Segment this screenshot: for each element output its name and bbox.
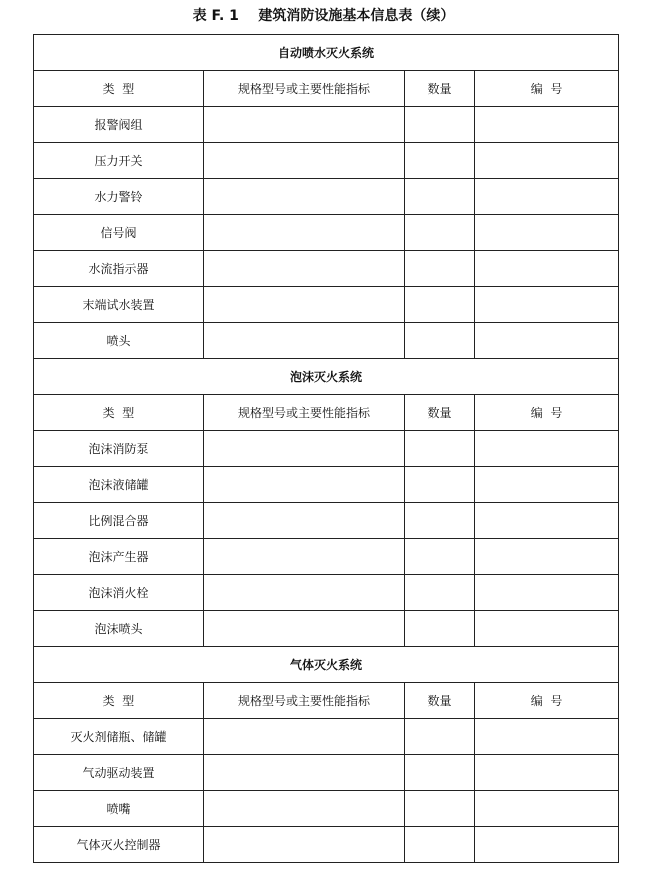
number-cell[interactable] xyxy=(475,827,619,863)
table-row xyxy=(34,431,619,467)
header-spec: 规格型号或主要性能指标 xyxy=(204,71,405,107)
header-type: 类 型 xyxy=(34,683,204,719)
header-number: 编 号 xyxy=(475,683,619,719)
table-row xyxy=(34,539,619,575)
spec-cell[interactable] xyxy=(204,503,405,539)
spec-cell[interactable] xyxy=(204,431,405,467)
row-type-label: 气动驱动装置 xyxy=(34,755,204,791)
spec-cell[interactable] xyxy=(204,143,405,179)
number-cell[interactable] xyxy=(475,107,619,143)
fire-facility-info-table xyxy=(33,34,619,863)
number-cell[interactable] xyxy=(475,467,619,503)
quantity-cell[interactable] xyxy=(405,107,475,143)
spec-cell[interactable] xyxy=(204,287,405,323)
quantity-cell[interactable] xyxy=(405,719,475,755)
table-row xyxy=(34,755,619,791)
number-cell[interactable] xyxy=(475,215,619,251)
number-cell[interactable] xyxy=(475,611,619,647)
spec-cell[interactable] xyxy=(204,215,405,251)
column-header-row xyxy=(34,683,619,719)
spec-cell[interactable] xyxy=(204,467,405,503)
row-type-label: 泡沫消火栓 xyxy=(34,575,204,611)
row-type-label: 喷头 xyxy=(34,323,204,359)
table-row xyxy=(34,503,619,539)
section-title: 自动喷水灭火系统 xyxy=(34,35,619,71)
quantity-cell[interactable] xyxy=(405,575,475,611)
header-number: 编 号 xyxy=(475,395,619,431)
column-header-row xyxy=(34,71,619,107)
number-cell[interactable] xyxy=(475,791,619,827)
number-cell[interactable] xyxy=(475,755,619,791)
header-type: 类 型 xyxy=(34,395,204,431)
spec-cell[interactable] xyxy=(204,827,405,863)
quantity-cell[interactable] xyxy=(405,539,475,575)
section-title-row xyxy=(34,359,619,395)
spec-cell[interactable] xyxy=(204,323,405,359)
number-cell[interactable] xyxy=(475,143,619,179)
table-row xyxy=(34,215,619,251)
spec-cell[interactable] xyxy=(204,575,405,611)
table-body xyxy=(34,35,619,863)
number-cell[interactable] xyxy=(475,575,619,611)
quantity-cell[interactable] xyxy=(405,179,475,215)
quantity-cell[interactable] xyxy=(405,251,475,287)
table-row xyxy=(34,575,619,611)
table-row xyxy=(34,107,619,143)
quantity-cell[interactable] xyxy=(405,827,475,863)
row-type-label: 泡沫喷头 xyxy=(34,611,204,647)
table-row xyxy=(34,827,619,863)
quantity-cell[interactable] xyxy=(405,215,475,251)
table-caption: 表 F. 1 建筑消防设施基本信息表（续） xyxy=(192,8,455,24)
spec-cell[interactable] xyxy=(204,107,405,143)
header-quantity: 数量 xyxy=(405,71,475,107)
quantity-cell[interactable] xyxy=(405,503,475,539)
header-type: 类 型 xyxy=(34,71,204,107)
spec-cell[interactable] xyxy=(204,539,405,575)
section-title-row xyxy=(34,647,619,683)
row-type-label: 泡沫液储罐 xyxy=(34,467,204,503)
table-row xyxy=(34,323,619,359)
quantity-cell[interactable] xyxy=(405,755,475,791)
section-title: 气体灭火系统 xyxy=(34,647,619,683)
row-type-label: 气体灭火控制器 xyxy=(34,827,204,863)
quantity-cell[interactable] xyxy=(405,431,475,467)
header-quantity: 数量 xyxy=(405,395,475,431)
section-title-row xyxy=(34,35,619,71)
number-cell[interactable] xyxy=(475,287,619,323)
table-row xyxy=(34,791,619,827)
spec-cell[interactable] xyxy=(204,791,405,827)
table-row xyxy=(34,719,619,755)
row-type-label: 泡沫产生器 xyxy=(34,539,204,575)
number-cell[interactable] xyxy=(475,323,619,359)
row-type-label: 灭火剂储瓶、储罐 xyxy=(34,719,204,755)
header-quantity: 数量 xyxy=(405,683,475,719)
header-number: 编 号 xyxy=(475,71,619,107)
table-row xyxy=(34,467,619,503)
number-cell[interactable] xyxy=(475,431,619,467)
row-type-label: 泡沫消防泵 xyxy=(34,431,204,467)
row-type-label: 末端试水装置 xyxy=(34,287,204,323)
row-type-label: 报警阀组 xyxy=(34,107,204,143)
table-row xyxy=(34,143,619,179)
row-type-label: 压力开关 xyxy=(34,143,204,179)
row-type-label: 水力警铃 xyxy=(34,179,204,215)
row-type-label: 水流指示器 xyxy=(34,251,204,287)
row-type-label: 信号阀 xyxy=(34,215,204,251)
spec-cell[interactable] xyxy=(204,719,405,755)
table-row xyxy=(34,287,619,323)
quantity-cell[interactable] xyxy=(405,467,475,503)
quantity-cell[interactable] xyxy=(405,791,475,827)
quantity-cell[interactable] xyxy=(405,287,475,323)
number-cell[interactable] xyxy=(475,179,619,215)
column-header-row xyxy=(34,395,619,431)
number-cell[interactable] xyxy=(475,503,619,539)
spec-cell[interactable] xyxy=(204,755,405,791)
row-type-label: 喷嘴 xyxy=(34,791,204,827)
spec-cell[interactable] xyxy=(204,611,405,647)
header-spec: 规格型号或主要性能指标 xyxy=(204,395,405,431)
table-row xyxy=(34,611,619,647)
number-cell[interactable] xyxy=(475,251,619,287)
spec-cell[interactable] xyxy=(204,251,405,287)
quantity-cell[interactable] xyxy=(405,611,475,647)
number-cell[interactable] xyxy=(475,719,619,755)
table-row xyxy=(34,251,619,287)
quantity-cell[interactable] xyxy=(405,143,475,179)
table-row xyxy=(34,179,619,215)
header-spec: 规格型号或主要性能指标 xyxy=(204,683,405,719)
quantity-cell[interactable] xyxy=(405,323,475,359)
number-cell[interactable] xyxy=(475,539,619,575)
section-title: 泡沫灭火系统 xyxy=(34,359,619,395)
spec-cell[interactable] xyxy=(204,179,405,215)
row-type-label: 比例混合器 xyxy=(34,503,204,539)
